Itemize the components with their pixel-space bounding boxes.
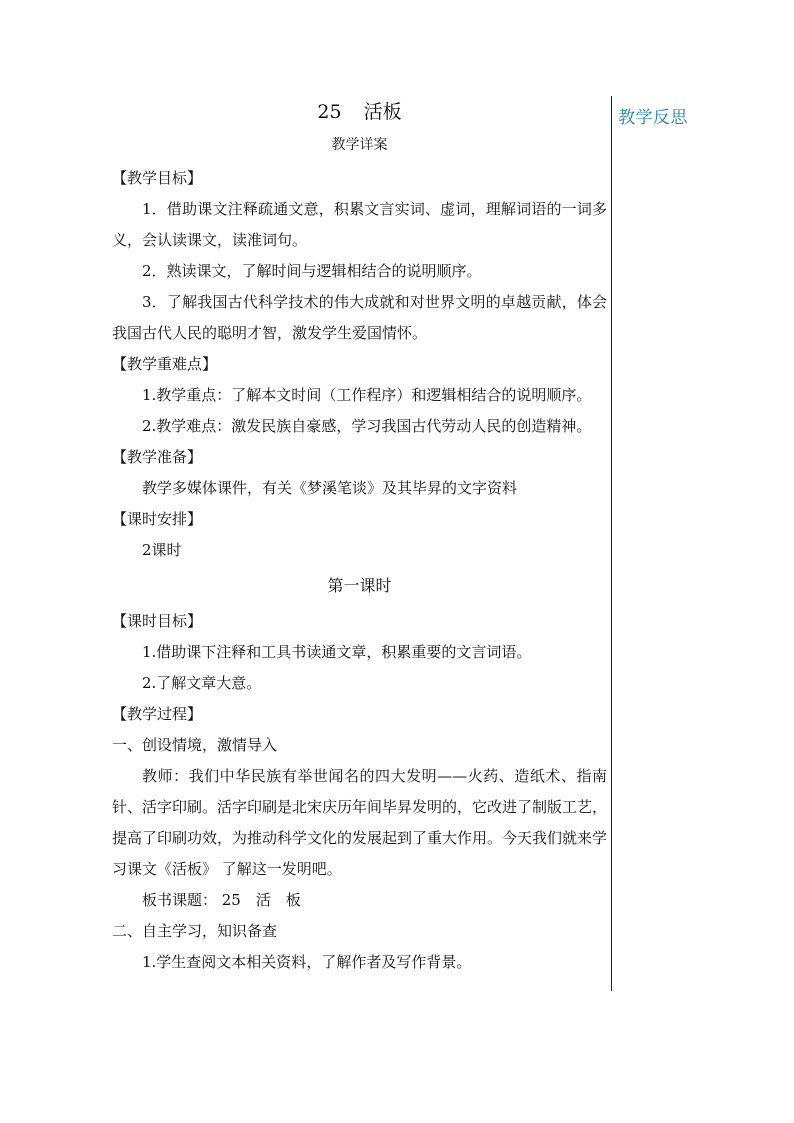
step-one-text: 教师：我们中华民族有举世闻名的四大发明——火药、造纸术、指南针、活字印刷。活字印刷是北宋庆历年间毕昇发明的，它改进了制版工艺，提高了印刷功效，为推动科学文化的发展起到了重大作用。今天我们就来学习课文《活板》 了解这一发明吧。 — [112, 767, 608, 878]
lesson-goal-item-1: 1.借助课下注释和工具书读通文章，积累重要的文言词语。 — [142, 643, 532, 661]
goal-item-2: 2．熟读课文，了解时间与逻辑相结合的说明顺序。 — [142, 262, 482, 280]
step-two-text: 1.学生查阅文本相关资料，了解作者及写作背景。 — [142, 953, 472, 971]
step-two-title: 二、自主学习，知识备查 — [112, 922, 278, 940]
reflection-column-title: 教学反思 — [618, 108, 688, 128]
section-heading-keypoints: 【教学重难点】 — [112, 355, 218, 373]
section-heading-goals: 【教学目标】 — [112, 169, 203, 187]
column-divider — [611, 96, 612, 991]
section-heading-lesson-goals: 【课时目标】 — [112, 612, 203, 630]
goal-item-3: 3．了解我国古代科学技术的伟大成就和对世界文明的卓越贡献，体会我国古代人民的聪明才智，激发学生爱国情怀。 — [112, 293, 607, 342]
keypoint-item-2: 2.教学难点：激发民族自豪感，学习我国古代劳动人民的创造精神。 — [142, 417, 592, 435]
lesson-name: 活板 — [363, 101, 402, 123]
lesson-goal-item-2: 2.了解文章大意。 — [142, 674, 262, 692]
plan-subtitle: 教学详案 — [331, 137, 388, 153]
board-title-line: 板书课题： 25 活 板 — [142, 891, 301, 909]
section-heading-preparation: 【教学准备】 — [112, 448, 203, 466]
step-one-title: 一、创设情境，激情导入 — [112, 736, 278, 754]
section-heading-schedule: 【课时安排】 — [112, 510, 203, 528]
goal-item-1: 1．借助课文注释疏通文意，积累文言实词、虚词，理解词语的一词多义，会认读课文，读准词句。 — [112, 200, 607, 249]
lesson-plan-body — [112, 95, 607, 978]
schedule-item-1: 2课时 — [142, 541, 182, 559]
lesson-one-title: 第一课时 — [327, 576, 392, 595]
lesson-number: 25 — [317, 101, 342, 123]
lesson-title — [112, 95, 607, 133]
keypoint-item-1: 1.教学重点：了解本文时间（工作程序）和逻辑相结合的说明顺序。 — [142, 386, 592, 404]
section-heading-process: 【教学过程】 — [112, 705, 203, 723]
preparation-item-1: 教学多媒体课件，有关《梦溪笔谈》及其毕昇的文字资料 — [142, 479, 518, 497]
